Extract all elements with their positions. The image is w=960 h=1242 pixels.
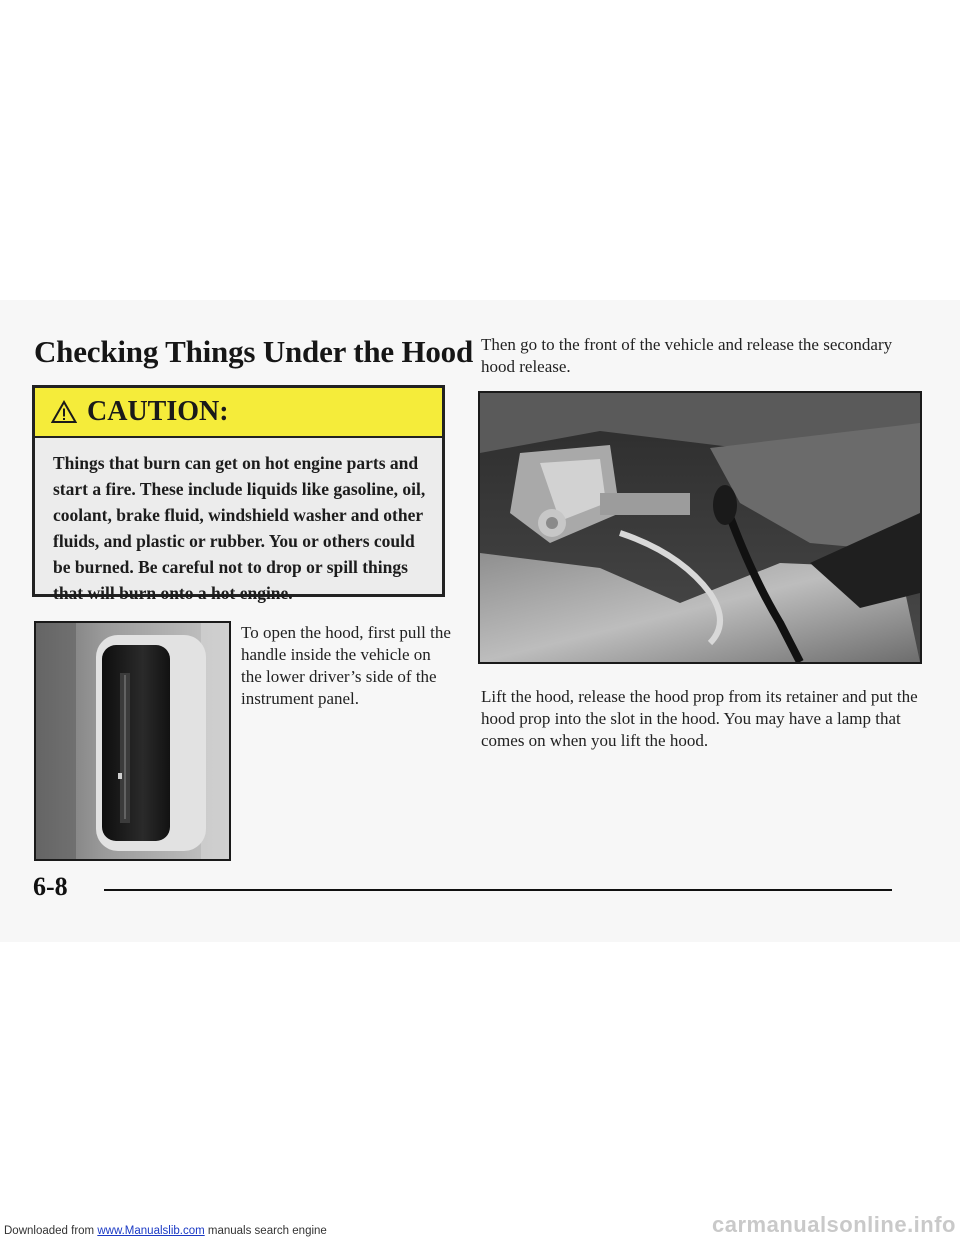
caution-header [35,388,442,438]
credit-prefix: Downloaded from [4,1225,98,1237]
download-credit [4,1225,327,1237]
caution-label: CAUTION: [87,396,229,427]
open-hood-paragraph: To open the hood, first pull the handle inside the vehicle on the lower driver’s side of the instrument panel. [241,623,451,708]
secondary-release-paragraph: Then go to the front of the vehicle and release the secondary hood release. [481,335,893,376]
caution-box [32,385,445,603]
manualslib-link[interactable]: www.Manualslib.com [97,1225,205,1237]
caution-text: Things that burn can get on hot engine parts and start a fire. These include liquids like gasoline, oil, coolant, brake fluid, windshield washer and other fluids, and plastic or rubber. You or others could be burned. Be careful not to drop or spill things that will burn onto a hot engine. [53,453,426,603]
credit-suffix: manuals search engine [204,1225,327,1237]
hood-release-handle-photo [34,621,231,861]
watermark: carmanualsonline.info [712,1212,956,1237]
secondary-hood-release-photo [478,391,922,664]
footer-rule [104,889,892,891]
page-title: Checking Things Under the Hood [34,334,474,369]
warning-triangle-icon [51,400,77,424]
lift-hood-paragraph: Lift the hood, release the hood prop from its retainer and put the hood prop into the slot in the hood. You may have a lamp that comes on when you lift the hood. [481,687,918,750]
page-number: 6-8 [33,872,68,901]
